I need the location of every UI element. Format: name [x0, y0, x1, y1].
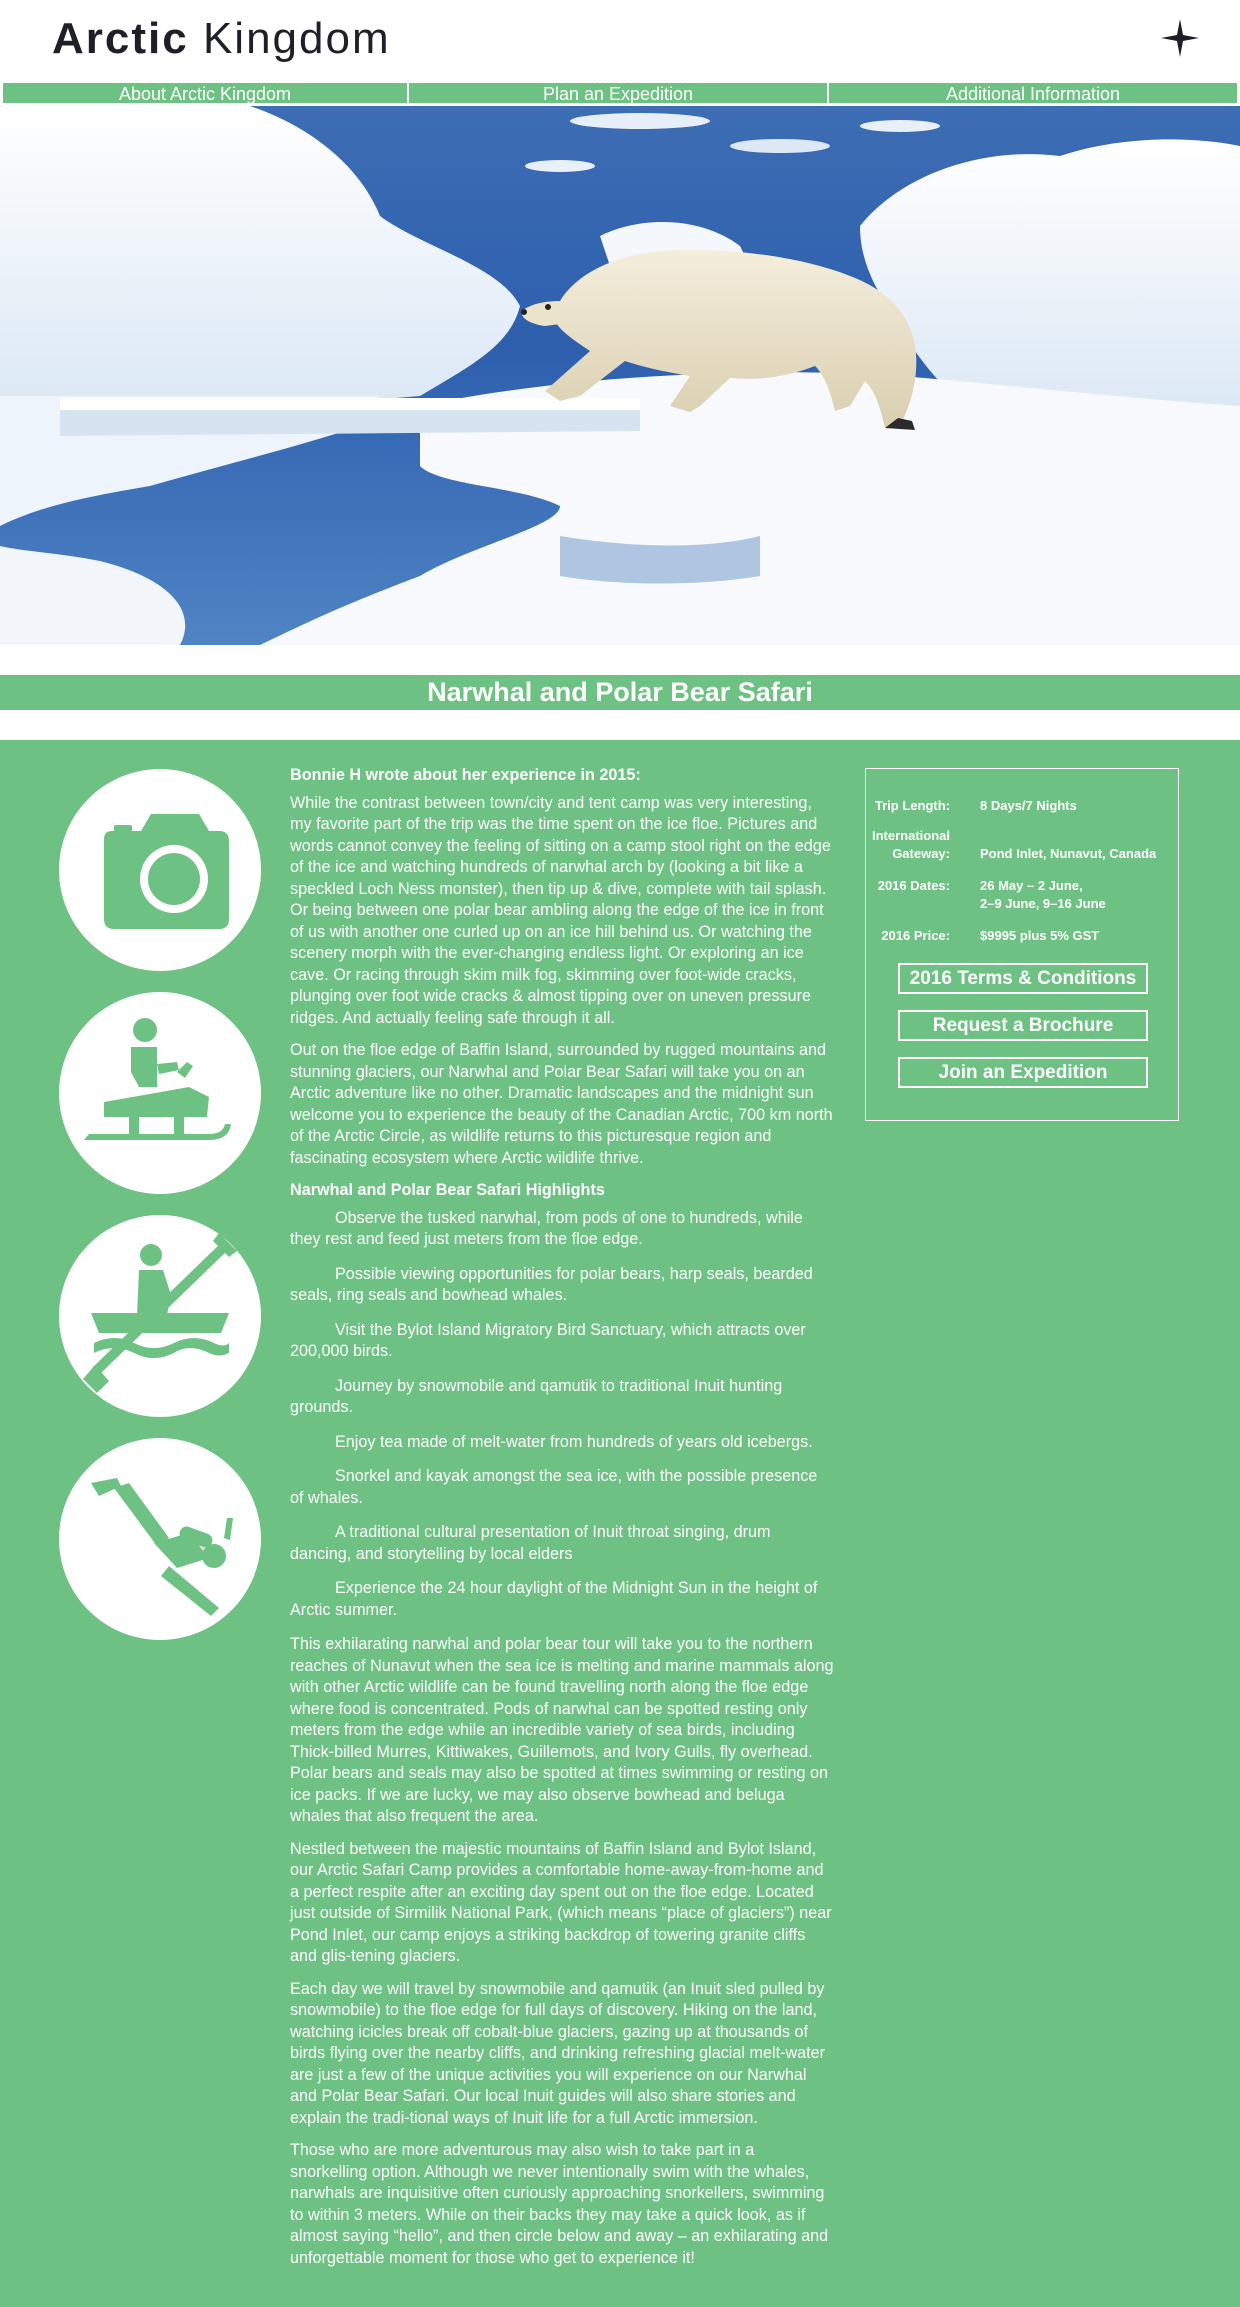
highlight-item: Enjoy tea made of melt-water from hundreds of years old icebergs.: [335, 1432, 813, 1451]
trip-length-label: Trip Length:: [874, 798, 950, 813]
price-label: 2016 Price:: [881, 928, 950, 943]
trip-length-value: 8 Days/7 Nights: [980, 798, 1077, 813]
nav-plan-expedition[interactable]: Plan an Expedition: [408, 82, 828, 104]
snowmobile-icon: [59, 992, 261, 1194]
price-value: $9995 plus 5% GST: [980, 928, 1100, 943]
body-paragraph: Those who are more adventurous may also wish to take part in a snorkelling option. Although we never intentionally swim with the whales, narwhals are inquisitive often curiously approaching snorkellers, swimming to within 3 meters. While on their backs they may take a quick look, as if almost saying “hello”, and then circle below and away – an exhilarating and unforgettable moment for those who get to experience it!: [290, 2141, 829, 2267]
highlight-item: Visit the Bylot Island Migratory Bird Sanctuary, which attracts over 200,000 birds.: [290, 1320, 806, 1360]
gateway-label-1: International: [871, 828, 950, 843]
hero-image-polar-bear: [0, 106, 1240, 645]
kayak-icon: [59, 1215, 261, 1417]
testimonial-body: While the contrast between town/city and tent camp was very interesting, my favorite part of the trip was the time spent on the ice floe. Pictures and words cannot convey the feeling of sitting on a camp stool right on the edge of the ice and watching hundreds of narwhal arch by (looking a bit like a speckled Loch Ness monster), then tip up & dive, complete with tail splash. Or being between one polar bear ambling along the edge of the ice in front of us with another one curled up on an ice hill behind us. Or watching the scenery morph with the ever-changing endless light. Or exploring an ice cave. Or racing through skim milk fog, skimming over foot-wide cracks, plunging over foot wide cracks & almost tipping over on uneven pressure ridges. And actually feeling safe through it all.: [290, 793, 831, 1027]
brand-light: Kingdom: [202, 14, 391, 63]
body-paragraph: This exhilarating narwhal and polar bear tour will take you to the northern reaches of Nunavut when the sea ice is melting and marine mammals along with other Arctic wildlife can be found travelling north along the floe edge where food is concentrated. Pods of narwhal can be spotted resting only meters from the edge while an incredible variety of sea birds, including Thick-billed Murres, Kittiwakes, Guillemots, and Ivory Gulls, fly overhead. Polar bears and seals may also be spotted at times swimming or resting on ice packs. If we are lucky, we may also observe bowhead and beluga whales that also frequent the area.: [290, 1635, 834, 1825]
dates-value-1: 26 May – 2 June,: [980, 878, 1083, 893]
dates-label: 2016 Dates:: [877, 878, 950, 893]
highlight-item: Snorkel and kayak amongst the sea ice, with the possible presence of whales.: [290, 1467, 818, 1507]
nav-about[interactable]: About Arctic Kingdom: [2, 82, 408, 104]
page-title-band: [0, 675, 1240, 710]
body-paragraph: Nestled between the majestic mountains of Baffin Island and Bylot Island, our Arctic Safari Camp provides a comfortable home-away-from-home and a perfect respite after an exciting day spent out on the floe edge. Located just outside of Sirmilik National Park, (which means “place of glaciers”) near Pond Inlet, our camp enjoys a striking backdrop of towering granite cliffs and glis-tening glaciers.: [290, 1839, 832, 1965]
highlight-item: Possible viewing opportunities for polar bears, harp seals, bearded seals, ring seals and bowhead whales.: [290, 1264, 813, 1304]
page-title: Narwhal and Polar Bear Safari: [427, 677, 813, 707]
hero-illustration: [0, 106, 1240, 645]
compass-star-icon: [1160, 18, 1200, 58]
nav-additional-information[interactable]: Additional Information: [828, 82, 1238, 104]
site-header: [0, 0, 1240, 82]
brand-bold: Arctic: [52, 14, 189, 63]
main-content: [0, 740, 1240, 2307]
gateway-value: Pond Inlet, Nunavut, Canada: [980, 846, 1157, 861]
gateway-label-2: Gateway:: [892, 846, 950, 861]
main-nav: [0, 82, 1240, 106]
highlight-item: Observe the tusked narwhal, from pods of one to hundreds, while they rest and feed just meters from the floe edge.: [290, 1208, 803, 1248]
dates-value-2: 2–9 June, 9–16 June: [980, 896, 1106, 911]
highlight-item: A traditional cultural presentation of Inuit throat singing, drum dancing, and storytelling by local elders: [290, 1523, 771, 1563]
intro-paragraph: Out on the floe edge of Baffin Island, surrounded by rugged mountains and stunning glaciers, our Narwhal and Polar Bear Safari will take you on an Arctic adventure like no other. Dramatic landscapes and the midnight sun welcome you to experience the beauty of the Canadian Arctic, 700 km north of the Arctic Circle, as wildlife returns to this picturesque region and fascinating ecosystem where Arctic wildlife thrive.: [290, 1041, 833, 1167]
terms-conditions-button[interactable]: 2016 Terms & Conditions: [898, 963, 1148, 994]
snorkeler-icon: [59, 1438, 261, 1640]
testimonial-heading: Bonnie H wrote about her experience in 2015:: [290, 766, 641, 784]
highlight-item: Journey by snowmobile and qamutik to traditional Inuit hunting grounds.: [290, 1376, 783, 1416]
request-brochure-button[interactable]: Request a Brochure: [898, 1010, 1148, 1041]
trip-info-box: [865, 768, 1179, 1121]
body-paragraph: Each day we will travel by snowmobile and qamutik (an Inuit sled pulled by snowmobile) to the floe edge for full days of discovery. Hiking on the land, watching icicles break off cobalt-blue glaciers, gazing up at thousands of birds flying over the nearby cliffs, and drinking refreshing glacial melt-water are just a few of the unique activities you will experience on our Narwhal and Polar Bear Safari. Our local Inuit guides will also share stories and explain the tradi-tional ways of Inuit life for a full Arctic immersion.: [290, 1979, 826, 2127]
highlight-item: Experience the 24 hour daylight of the Midnight Sun in the height of Arctic summer.: [290, 1579, 818, 1619]
brand-logo[interactable]: [52, 14, 391, 64]
camera-icon: [59, 769, 261, 971]
join-expedition-button[interactable]: Join an Expedition: [898, 1057, 1148, 1088]
highlights-heading: Narwhal and Polar Bear Safari Highlights: [290, 1181, 605, 1199]
article-content: [290, 765, 835, 2280]
